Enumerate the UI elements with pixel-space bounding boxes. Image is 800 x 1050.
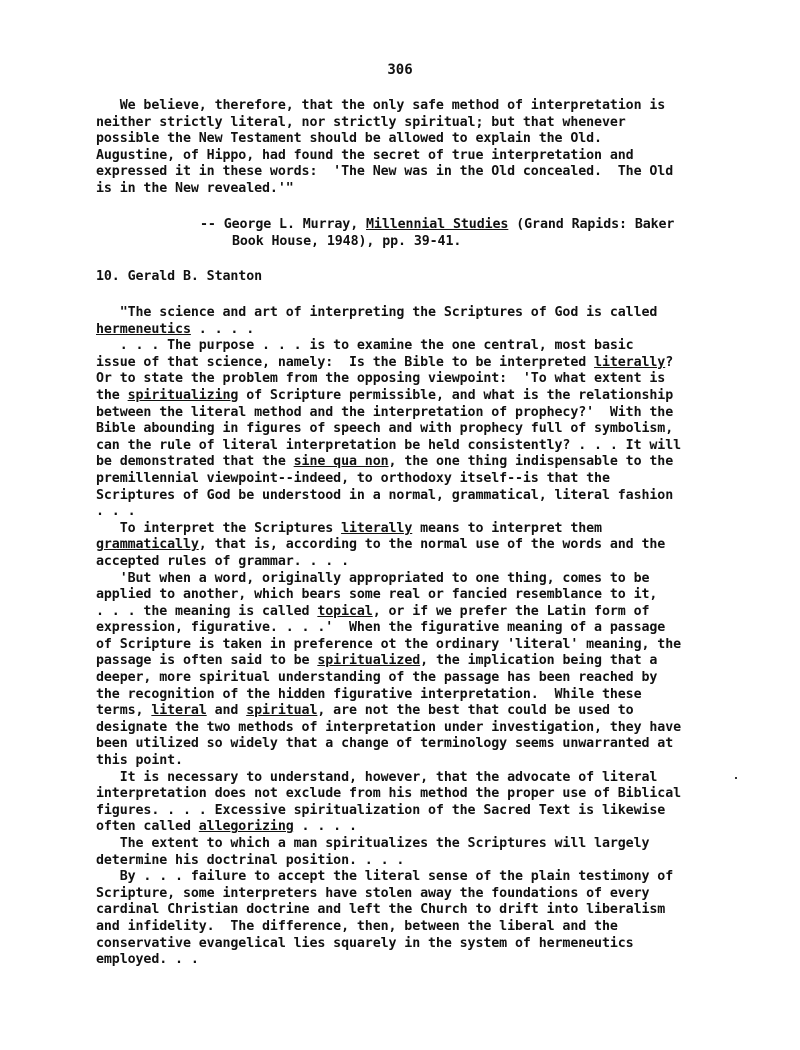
text-span: of Scripture permissible, and what is the relationship <box>238 387 674 403</box>
underlined-term: topical <box>317 603 373 619</box>
text-line: premillennial viewpoint--indeed, to orthodoxy itself--is that the <box>96 470 610 486</box>
text-span: To interpret the Scriptures <box>96 520 342 536</box>
text-line: accepted rules of grammar. . . . <box>96 553 349 569</box>
text-line: Bible abounding in figures of speech and with prophecy full of symbolism, <box>96 421 674 437</box>
underlined-term: literally <box>594 354 666 370</box>
murray-citation <box>96 217 736 250</box>
text-span: terms, <box>96 703 152 719</box>
citation-line <box>96 217 736 234</box>
text-line: neither strictly literal, nor strictly spiritual; but that whenever <box>96 114 626 130</box>
text-span: , the one thing indispensable to the <box>388 454 674 470</box>
text-span: , or if we prefer the Latin form of <box>372 603 650 619</box>
text-line: Augustine, of Hippo, had found the secret of true interpretation and <box>96 147 634 163</box>
text-line: expressed it in these words: 'The New was in the Old concealed. The Old <box>96 164 674 180</box>
text-span: . . . the meaning is called <box>96 603 318 619</box>
text-line: Or to state the problem from the opposing viewpoint: 'To what extent is <box>96 371 666 387</box>
stanton-quote <box>96 305 736 969</box>
text-line: It is necessary to understand, however, that the advocate of literal <box>96 769 658 785</box>
underlined-term: spiritual <box>246 703 318 719</box>
text-line: expression, figurative. . . .' When the figurative meaning of a passage <box>96 620 666 636</box>
underlined-term: spiritualized <box>317 653 421 669</box>
underlined-term: hermeneutics <box>96 321 191 337</box>
text-line <box>96 454 736 471</box>
citation-line-2: Book House, 1948), pp. 39-41. <box>232 233 462 249</box>
text-line: cardinal Christian doctrine and left the Church to drift into liberalism <box>96 902 666 918</box>
underlined-term: allegorizing <box>198 819 294 835</box>
scan-speck <box>735 777 737 779</box>
text-span: be demonstrated that the <box>96 454 294 470</box>
text-line <box>96 355 736 372</box>
underlined-term: literal <box>151 703 207 719</box>
citation-suffix: (Grand Rapids: Baker <box>508 217 675 232</box>
text-span: and <box>206 703 247 719</box>
text-line: between the literal method and the interpretation of prophecy?' With the <box>96 404 674 420</box>
text-line: been utilized so widely that a change of terminology seems unwarranted at <box>96 736 674 752</box>
page-number: 306 <box>387 62 413 78</box>
text-line: designate the two methods of interpretation under investigation, they have <box>96 719 682 735</box>
text-line <box>96 653 736 670</box>
citation-prefix: -- George L. Murray, <box>200 217 367 232</box>
text-line: "The science and art of interpreting the Scriptures of God is called <box>96 305 658 320</box>
text-line: is in the New revealed.'" <box>96 180 294 196</box>
underlined-term: literally <box>341 520 413 536</box>
text-line: employed. . . <box>96 952 199 968</box>
text-line <box>96 604 736 621</box>
text-line <box>96 388 736 405</box>
text-line <box>96 819 736 836</box>
text-line: can the rule of literal interpretation be held consistently? . . . It will <box>96 437 682 453</box>
text-span: , are not the best that could be used to <box>317 703 634 719</box>
text-span: issue of that science, namely: Is the Bible to be interpreted <box>96 354 595 370</box>
text-line: 'But when a word, originally appropriated to one thing, comes to be <box>96 570 650 586</box>
text-line: Scriptures of God be understood in a normal, grammatical, literal fashion <box>96 487 674 503</box>
text-span: means to interpret them <box>412 520 602 536</box>
text-line: The extent to which a man spiritualizes the Scriptures will largely <box>96 836 650 851</box>
text-line: Scripture, some interpreters have stolen away the foundations of every <box>96 885 650 901</box>
text-line: deeper, more spiritual understanding of the passage has been reached by <box>96 670 658 686</box>
text-line: and infidelity. The difference, then, between the liberal and the <box>96 918 618 934</box>
text-line: figures. . . . Excessive spiritualization of the Sacred Text is likewise <box>96 802 666 818</box>
text-span: passage is often said to be <box>96 653 318 669</box>
text-span: . . . . <box>293 819 357 835</box>
text-span: , the implication being that a <box>420 653 658 669</box>
text-line: We believe, therefore, that the only safe method of interpretation is <box>96 98 666 113</box>
text-line <box>96 322 736 339</box>
text-line: this point. <box>96 753 183 769</box>
underlined-term: grammatically <box>96 537 199 553</box>
text-line: the recognition of the hidden figurative interpretation. While these <box>96 686 642 702</box>
text-span: . . . . <box>190 321 255 337</box>
text-line: applied to another, which bears some real or fancied resemblance to it, <box>96 587 658 603</box>
text-span: the <box>96 387 128 403</box>
underlined-term: sine qua non <box>293 454 389 470</box>
murray-quote <box>96 98 736 198</box>
text-line: . . . The purpose . . . is to examine the one central, most basic <box>96 338 634 354</box>
text-line <box>96 521 736 538</box>
text-line <box>96 703 736 720</box>
underlined-term: spiritualizing <box>127 387 239 403</box>
text-line: . . . <box>96 504 136 520</box>
text-span: often called <box>96 819 199 835</box>
citation-title: Millennial Studies <box>366 217 509 232</box>
text-line: of Scripture is taken in preference ot the ordinary 'literal' meaning, the <box>96 636 682 652</box>
text-line <box>96 537 736 554</box>
section-heading-block <box>96 269 736 286</box>
text-line: By . . . failure to accept the literal sense of the plain testimony of <box>96 869 674 885</box>
text-span: , that is, according to the normal use of the words and the <box>198 537 666 553</box>
section-heading: 10. Gerald B. Stanton <box>96 269 263 284</box>
text-line: interpretation does not exclude from his method the proper use of Biblical <box>96 786 682 802</box>
text-line: possible the New Testament should be allowed to explain the Old. <box>96 131 602 147</box>
text-span: ? <box>665 354 674 370</box>
text-line: conservative evangelical lies squarely in the system of hermeneutics <box>96 935 634 951</box>
text-line: determine his doctrinal position. . . . <box>96 852 405 868</box>
